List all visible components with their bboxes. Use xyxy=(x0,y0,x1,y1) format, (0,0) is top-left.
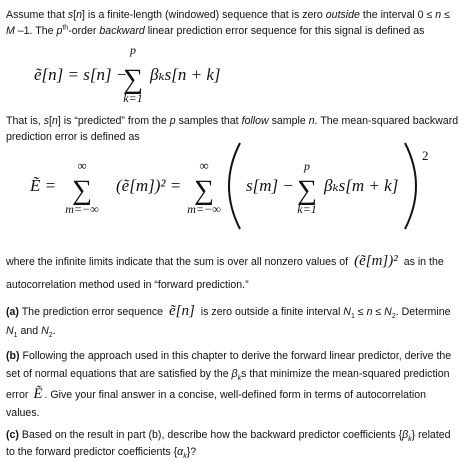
eq1-sum-top: p xyxy=(130,43,136,57)
eq2-inner-a: s[m] − xyxy=(246,176,294,195)
text: ] is “predicted” from the xyxy=(57,115,170,127)
text: N xyxy=(343,306,351,318)
text: α xyxy=(177,446,184,458)
text: ≤ xyxy=(372,306,385,318)
text: n xyxy=(366,306,373,318)
eq2-inner-b: βₖs[m + k] xyxy=(324,176,399,195)
text: s xyxy=(43,115,49,127)
emphasis: outside xyxy=(325,9,360,21)
question-a-line-1 xyxy=(6,302,468,322)
question-b-line-2 xyxy=(6,365,468,384)
eq2-sum2-bottom: m=−∞ xyxy=(187,202,221,216)
subscript: k xyxy=(183,453,187,461)
eq2-sigma-2: ∑ xyxy=(194,175,214,206)
text: error xyxy=(6,389,29,401)
text: n xyxy=(435,9,442,21)
eq2-sum3-top: p xyxy=(304,159,310,173)
text: where the infinite limits indicate that the sum is over all nonzero values of xyxy=(6,256,349,268)
text: to the forward predictor coefficients { xyxy=(6,446,178,458)
text: N xyxy=(41,325,49,337)
question-b-line-4 xyxy=(6,404,468,423)
subscript: k xyxy=(237,375,242,383)
text: the interval 0 ≤ xyxy=(359,9,436,21)
text: The prediction error sequence xyxy=(18,306,164,318)
text: s xyxy=(67,9,74,21)
text: ≤ xyxy=(354,306,367,318)
eq2-sum2-top: ∞ xyxy=(199,158,209,173)
text: That is, xyxy=(6,115,44,127)
eq2-sum1-bottom: m=−∞ xyxy=(65,202,99,216)
text: N xyxy=(384,306,392,318)
question-a-label: (a) xyxy=(6,306,19,318)
text: Assume that xyxy=(6,9,68,21)
subscript: k xyxy=(408,436,412,444)
after-line-1 xyxy=(6,252,468,272)
text: autocorrelation method used in “forward prediction.” xyxy=(6,279,249,291)
text: }? xyxy=(186,446,197,458)
text: sample xyxy=(268,115,309,127)
eq2-sigma-3: ∑ xyxy=(297,175,317,206)
text: . xyxy=(52,325,56,337)
text: and xyxy=(17,325,42,337)
inline-math-e-m-squared: (ẽ[m])² xyxy=(354,253,398,269)
eq2-power: 2 xyxy=(422,148,429,163)
eq2-sum3-bottom: k=1 xyxy=(297,202,317,216)
text: . Give your final answer in a concise, well-defined form in terms of autocorrelation xyxy=(44,389,427,401)
subscript: 2 xyxy=(391,313,396,321)
emphasis: follow xyxy=(241,115,269,127)
text: n xyxy=(51,115,58,127)
eq2-sum1-top: ∞ xyxy=(77,158,87,173)
text: set of normal equations that are satisfied by the xyxy=(6,368,232,380)
question-b-label: (b) xyxy=(6,350,20,362)
eq2-left-paren xyxy=(229,143,240,229)
eq1-sum-bottom: k=1 xyxy=(123,91,143,105)
subscript: 2 xyxy=(48,332,53,340)
question-c-line-2 xyxy=(6,443,468,462)
text: prediction error is defined as xyxy=(6,131,140,143)
text: Based on the result in part (b), describe how the backward predictor coefficients { xyxy=(18,429,403,441)
question-b-line-3 xyxy=(6,385,468,405)
text: [ xyxy=(73,9,77,21)
text: N xyxy=(6,325,14,337)
eq1-sigma: ∑ xyxy=(123,64,143,95)
text: samples that xyxy=(175,115,242,127)
text: β xyxy=(231,368,238,380)
subscript: 1 xyxy=(350,313,355,321)
inline-math-e-n: ẽ[n] xyxy=(169,303,195,319)
eq2-term1: (ẽ[m])² = xyxy=(116,176,182,195)
question-c-label: (c) xyxy=(6,429,19,441)
text: Following the approach used in this chapter to derive the forward linear predictor, derive the xyxy=(19,350,452,362)
after-line-2 xyxy=(6,276,468,295)
text: M xyxy=(6,25,15,37)
text: p xyxy=(169,115,176,127)
eq2-right-paren xyxy=(405,143,416,229)
text: as in the xyxy=(403,256,444,268)
text: –1. The xyxy=(14,25,57,37)
text: } related xyxy=(411,429,451,441)
question-b-line-1 xyxy=(6,347,468,366)
equation-2 xyxy=(29,143,429,229)
eq2-sigma-1: ∑ xyxy=(72,175,92,206)
text: β xyxy=(402,429,409,441)
text: p xyxy=(56,25,63,37)
emphasis: backward xyxy=(99,25,145,37)
inline-math-script-e: Ẽ xyxy=(33,386,43,402)
text: values. xyxy=(6,407,40,419)
equation-1 xyxy=(34,43,221,105)
text: ] is a finite-length (windowed) sequence that is zero xyxy=(81,9,326,21)
text: n xyxy=(76,9,82,21)
text: s that minimize the mean-squared prediction xyxy=(241,368,450,380)
text: ≤ xyxy=(441,9,450,21)
superscript: th xyxy=(62,24,69,32)
eq2-lhs: Ẽ = xyxy=(30,176,57,195)
text: n xyxy=(308,115,315,127)
text: . Determine xyxy=(395,306,451,318)
eq1-rhs: βₖs[n + k] xyxy=(150,65,221,84)
text: -order xyxy=(68,25,100,37)
question-a-line-2 xyxy=(6,322,468,341)
mid-line-2 xyxy=(6,128,468,147)
subscript: 1 xyxy=(13,332,18,340)
text: is zero outside a finite interval xyxy=(200,306,344,318)
eq1-lhs: ẽ[n] = s[n] − xyxy=(34,65,128,84)
text: . The mean-squared backward xyxy=(314,115,459,127)
text: linear prediction error sequence for this signal is defined as xyxy=(144,25,425,37)
text: [ xyxy=(48,115,52,127)
